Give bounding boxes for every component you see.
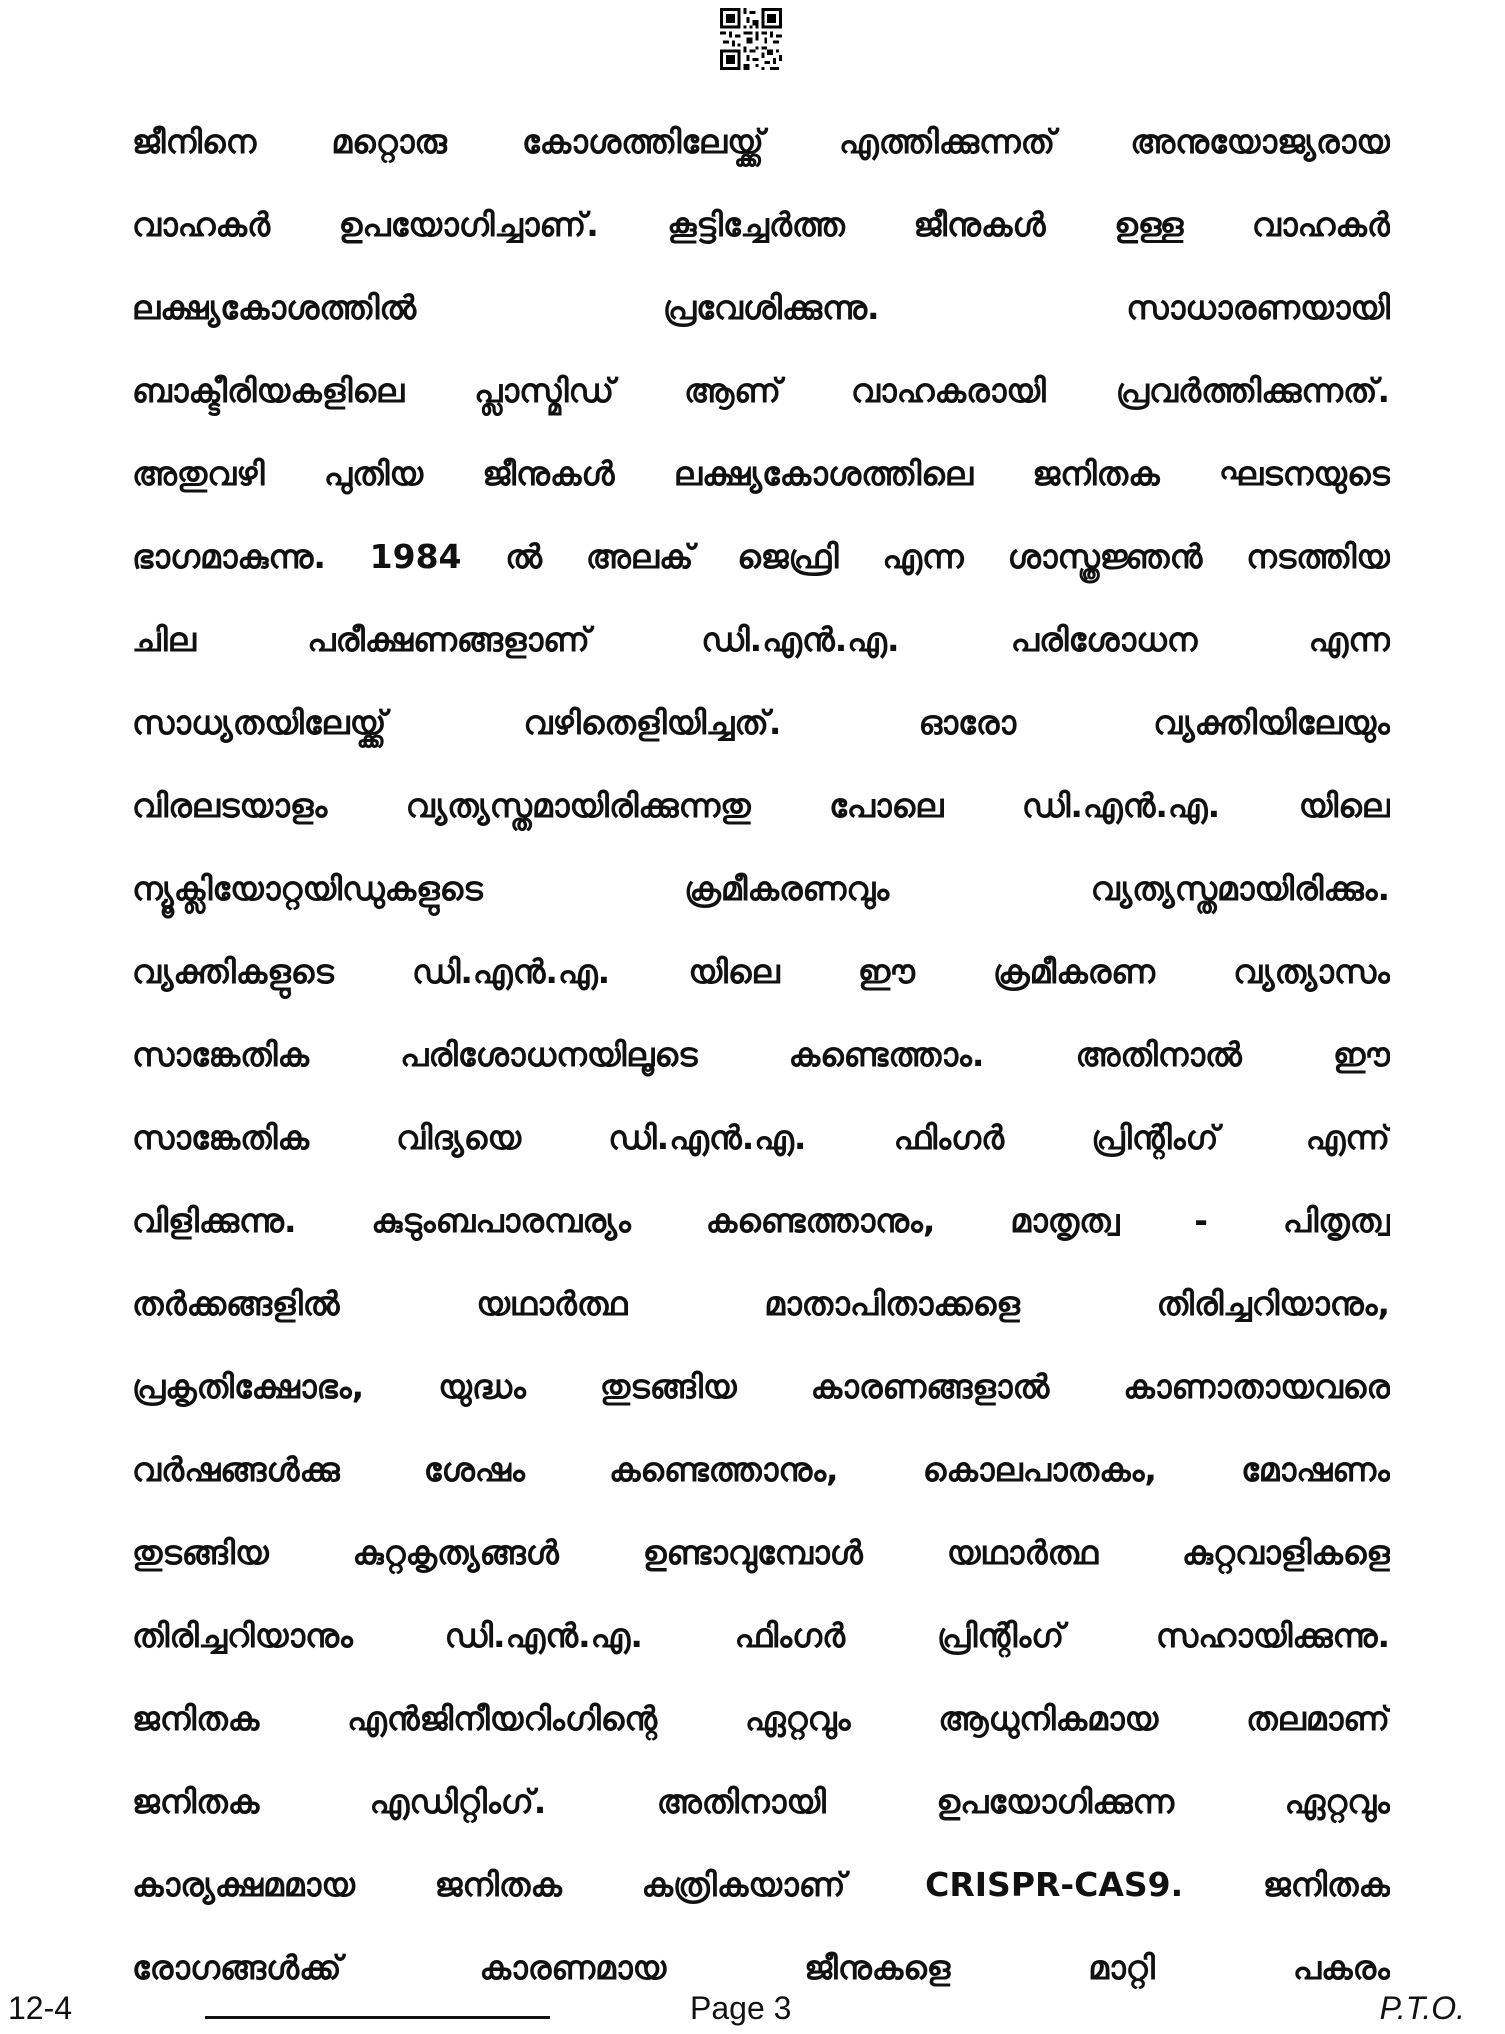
text-line: അതുവഴി പുതിയ ജീനുകൾ ലക്ഷ്യകോശത്തിലെ ജനിതക ഘടനയുടെ — [132, 454, 1390, 493]
text-line: ജനിതക എഡിറ്റിംഗ്. അതിനായി ഉപയോഗിക്കുന്ന ഏറ്റവും — [132, 1782, 1390, 1821]
text-line: തുടങ്ങിയ കുറ്റകൃത്യങ്ങൾ ഉണ്ടാവുമ്പോൾ യഥാർത്ഥ കുറ്റവാളികളെ — [132, 1533, 1390, 1572]
text-line: തർക്കങ്ങളിൽ യഥാർത്ഥ മാതാപിതാക്കളെ തിരിച്ചറിയാനും, — [132, 1284, 1390, 1323]
text-line: ബാക്ടീരിയകളിലെ പ്ലാസ്മിഡ് ആണ് വാഹകരായി പ്രവർത്തിക്കുന്നത്. — [132, 371, 1390, 410]
text-line: ജീനിനെ മറ്റൊരു കോശത്തിലേയ്ക്ക് എത്തിക്കുന്നത് അനുയോജ്യരായ — [132, 122, 1390, 161]
text-line: വിരലടയാളം വ്യത്യസ്തമായിരിക്കുന്നതു പോലെ ഡി.എൻ.എ. യിലെ — [132, 786, 1390, 825]
text-line: വിളിക്കുന്നു. കുടുംബപാരമ്പര്യം കണ്ടെത്താനും, മാതൃത്വ - പിതൃത്വ — [132, 1201, 1390, 1240]
paper-code: 12-4 — [8, 1990, 73, 2026]
text-line: വാഹകർ ഉപയോഗിച്ചാണ്. കൂട്ടിച്ചേർത്ത ജീനുകൾ ഉള്ള വാഹകർ — [132, 205, 1390, 244]
text-line: വ്യക്തികളുടെ ഡി.എൻ.എ. യിലെ ഈ ക്രമീകരണ വ്യത്യാസം — [132, 952, 1390, 991]
text-line: ന്യൂക്ലിയോറ്റയിഡുകളുടെ ക്രമീകരണവും വ്യത്യസ്തമായിരിക്കും. — [132, 869, 1390, 908]
text-line: ജനിതക എൻജിനീയറിംഗിന്റെ ഏറ്റവും ആധുനികമായ തലമാണ് — [132, 1699, 1390, 1738]
qr-code-icon — [720, 8, 782, 70]
text-line: തിരിച്ചറിയാനും ഡി.എൻ.എ. ഫിംഗർ പ്രിന്റിംഗ് സഹായിക്കുന്നു. — [132, 1616, 1390, 1655]
text-line: സാങ്കേതിക വിദ്യയെ ഡി.എൻ.എ. ഫിംഗർ പ്രിന്റിംഗ് എന്ന് — [132, 1118, 1390, 1157]
text-line: പ്രകൃതിക്ഷോഭം, യുദ്ധം തുടങ്ങിയ കാരണങ്ങളാൽ കാണാതായവരെ — [132, 1367, 1390, 1406]
text-line: ചില പരീക്ഷണങ്ങളാണ് ഡി.എൻ.എ. പരിശോധന എന്ന — [132, 620, 1390, 659]
text-line: കാര്യക്ഷമമായ ജനിതക കത്രികയാണ് CRISPR-CAS9. ജനിതക — [132, 1865, 1390, 1904]
text-line: ലക്ഷ്യകോശത്തിൽ പ്രവേശിക്കുന്നു. സാധാരണയായി — [132, 288, 1390, 327]
text-line: ഭാഗമാകുന്നു. 1984 ൽ അലക് ജെഫ്രി എന്ന ശാസ്ത്രജ്ഞൻ നടത്തിയ — [132, 537, 1390, 576]
footer-rule — [205, 2016, 550, 2019]
pto-label: P.T.O. — [1379, 1990, 1465, 2026]
page-footer — [0, 1990, 1505, 2030]
page-number: Page 3 — [690, 1990, 792, 2026]
text-line: വർഷങ്ങൾക്കു ശേഷം കണ്ടെത്താനും, കൊലപാതകം, മോഷണം — [132, 1450, 1390, 1489]
text-line: സാങ്കേതിക പരിശോധനയിലൂടെ കണ്ടെത്താം. അതിനാൽ ഈ — [132, 1035, 1390, 1074]
body-text — [132, 100, 1390, 2009]
text-line: രോഗങ്ങൾക്ക് കാരണമായ ജീനുകളെ മാറ്റി പകരം — [132, 1948, 1390, 1987]
text-line: സാധ്യതയിലേയ്ക്ക് വഴിതെളിയിച്ചത്. ഓരോ വ്യക്തിയിലേയും — [132, 703, 1390, 742]
